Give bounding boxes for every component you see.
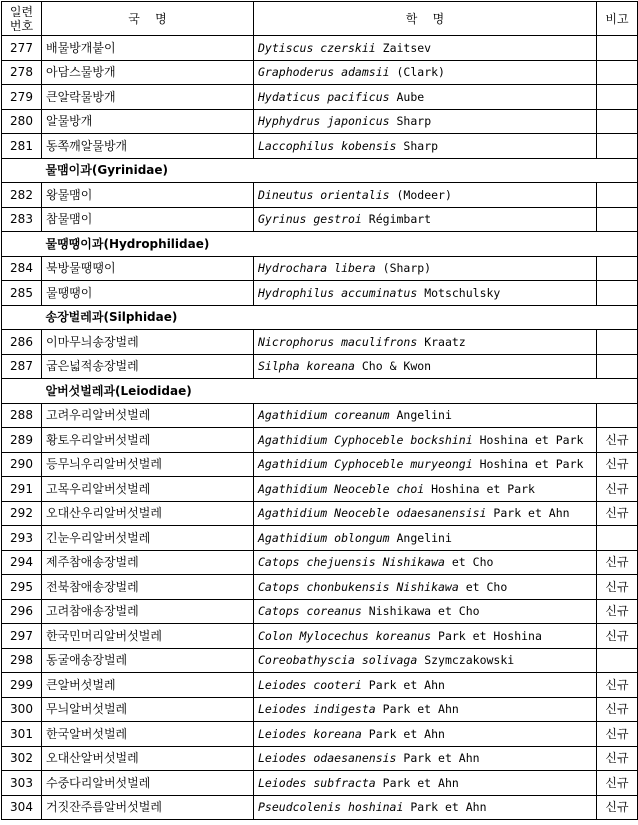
scientific-binomial: Catops coreanus bbox=[258, 604, 362, 619]
scientific-author: Sharp bbox=[403, 138, 439, 153]
table-row bbox=[2, 526, 638, 551]
family-heading-row bbox=[2, 379, 638, 404]
scientific-name bbox=[254, 795, 597, 820]
serial-number: 303 bbox=[2, 771, 42, 796]
family-name: 물맴이과(Gyrinidae) bbox=[42, 158, 597, 183]
table-row bbox=[2, 85, 638, 110]
serial-number: 280 bbox=[2, 109, 42, 134]
scientific-binomial: Dineutus orientalis bbox=[258, 187, 390, 202]
serial-number: 304 bbox=[2, 795, 42, 820]
scientific-author: Park et Ahn bbox=[493, 506, 570, 521]
family-name: 알버섯벌레과(Leiodidae) bbox=[42, 379, 597, 404]
note-badge: 신규 bbox=[597, 452, 638, 477]
family-heading-row bbox=[2, 158, 638, 183]
scientific-name bbox=[254, 183, 597, 208]
family-row-tail bbox=[597, 158, 638, 183]
serial-number: 288 bbox=[2, 403, 42, 428]
korean-name: 물땡땡이 bbox=[42, 281, 254, 306]
scientific-author: Park et Ahn bbox=[382, 702, 459, 717]
header-serial-line2: 번호 bbox=[9, 18, 34, 33]
scientific-name bbox=[254, 599, 597, 624]
scientific-author: Park et Ahn bbox=[410, 800, 487, 815]
family-row-spacer bbox=[2, 232, 42, 257]
table-row bbox=[2, 477, 638, 502]
note-badge bbox=[597, 256, 638, 281]
note-badge: 신규 bbox=[597, 795, 638, 820]
scientific-binomial: Leiodes cooteri bbox=[258, 677, 362, 692]
scientific-name bbox=[254, 746, 597, 771]
scientific-author: Park et Ahn bbox=[368, 726, 445, 741]
scientific-author: Park et Ahn bbox=[403, 751, 480, 766]
korean-name: 긴눈우리알버섯벌레 bbox=[42, 526, 254, 551]
note-badge bbox=[597, 183, 638, 208]
scientific-author: Hoshina et Park bbox=[479, 432, 584, 447]
family-heading-row bbox=[2, 305, 638, 330]
table-row bbox=[2, 403, 638, 428]
note-badge: 신규 bbox=[597, 550, 638, 575]
serial-number: 286 bbox=[2, 330, 42, 355]
scientific-binomial: Dytiscus czerskii bbox=[258, 40, 376, 55]
serial-number: 281 bbox=[2, 134, 42, 159]
scientific-author: (Sharp) bbox=[382, 261, 432, 276]
korean-name: 참물맴이 bbox=[42, 207, 254, 232]
korean-name: 거짓잔주름알버섯벌레 bbox=[42, 795, 254, 820]
table-row bbox=[2, 109, 638, 134]
serial-number: 291 bbox=[2, 477, 42, 502]
table-row bbox=[2, 207, 638, 232]
family-row-spacer bbox=[2, 158, 42, 183]
scientific-name bbox=[254, 109, 597, 134]
serial-number: 283 bbox=[2, 207, 42, 232]
table-header-row bbox=[2, 2, 638, 36]
note-badge: 신규 bbox=[597, 624, 638, 649]
scientific-name bbox=[254, 354, 597, 379]
scientific-binomial: Agathidium Neoceble choi bbox=[258, 481, 425, 496]
scientific-name bbox=[254, 550, 597, 575]
scientific-author: Hoshina et Park bbox=[479, 457, 584, 472]
family-row-tail bbox=[597, 232, 638, 257]
scientific-name bbox=[254, 526, 597, 551]
serial-number: 297 bbox=[2, 624, 42, 649]
scientific-name bbox=[254, 477, 597, 502]
table-row bbox=[2, 722, 638, 747]
note-badge: 신규 bbox=[597, 697, 638, 722]
note-badge bbox=[597, 330, 638, 355]
serial-number: 293 bbox=[2, 526, 42, 551]
scientific-binomial: Graphoderus adamsii bbox=[258, 65, 390, 80]
scientific-author: Angelini bbox=[396, 530, 452, 545]
note-badge bbox=[597, 281, 638, 306]
scientific-author: Park et Ahn bbox=[382, 775, 459, 790]
table-row bbox=[2, 134, 638, 159]
serial-number: 284 bbox=[2, 256, 42, 281]
note-badge bbox=[597, 648, 638, 673]
table-row bbox=[2, 36, 638, 61]
scientific-author: Park et Hoshina bbox=[438, 628, 542, 643]
table-row bbox=[2, 575, 638, 600]
scientific-name bbox=[254, 403, 597, 428]
serial-number: 279 bbox=[2, 85, 42, 110]
note-badge: 신규 bbox=[597, 746, 638, 771]
family-row-spacer bbox=[2, 379, 42, 404]
table-row bbox=[2, 281, 638, 306]
scientific-author: et Cho bbox=[465, 579, 508, 594]
scientific-binomial: Agathidium coreanum bbox=[258, 408, 390, 423]
scientific-author: Kraatz bbox=[424, 334, 466, 349]
korean-name: 이마무늬송장벌레 bbox=[42, 330, 254, 355]
serial-number: 296 bbox=[2, 599, 42, 624]
family-row-spacer bbox=[2, 305, 42, 330]
scientific-binomial: Catops chejuensis Nishikawa bbox=[258, 555, 445, 570]
header-serial-line1: 일련 bbox=[9, 4, 34, 19]
scientific-author: Angelini bbox=[396, 408, 452, 423]
serial-number: 277 bbox=[2, 36, 42, 61]
korean-name: 동굴애송장벌레 bbox=[42, 648, 254, 673]
scientific-name bbox=[254, 85, 597, 110]
scientific-binomial: Catops chonbukensis Nishikawa bbox=[258, 579, 459, 594]
table-row bbox=[2, 648, 638, 673]
scientific-binomial: Leiodes subfracta bbox=[258, 775, 376, 790]
korean-name: 알물방개 bbox=[42, 109, 254, 134]
note-badge bbox=[597, 354, 638, 379]
scientific-binomial: Leiodes indigesta bbox=[258, 702, 376, 717]
note-badge bbox=[597, 60, 638, 85]
korean-name: 왕물맴이 bbox=[42, 183, 254, 208]
korean-name: 큰알락물방개 bbox=[42, 85, 254, 110]
serial-number: 289 bbox=[2, 428, 42, 453]
scientific-binomial: Silpha koreana bbox=[258, 359, 355, 374]
korean-name: 전북참애송장벌레 bbox=[42, 575, 254, 600]
table-row bbox=[2, 60, 638, 85]
table-row bbox=[2, 256, 638, 281]
note-badge: 신규 bbox=[597, 722, 638, 747]
korean-name: 오대산알버섯벌레 bbox=[42, 746, 254, 771]
scientific-name bbox=[254, 722, 597, 747]
scientific-binomial: Coreobathyscia solivaga bbox=[258, 653, 418, 668]
korean-name: 아담스물방개 bbox=[42, 60, 254, 85]
scientific-name bbox=[254, 428, 597, 453]
scientific-author: (Modeer) bbox=[396, 187, 452, 202]
scientific-name bbox=[254, 281, 597, 306]
scientific-binomial: Agathidium Cyphoceble muryeongi bbox=[258, 457, 473, 472]
korean-name: 한국알버섯벌레 bbox=[42, 722, 254, 747]
note-badge bbox=[597, 134, 638, 159]
scientific-name bbox=[254, 648, 597, 673]
scientific-binomial: Hyphydrus japonicus bbox=[258, 114, 390, 129]
note-badge: 신규 bbox=[597, 575, 638, 600]
table-row bbox=[2, 746, 638, 771]
scientific-binomial: Agathidium oblongum bbox=[258, 530, 390, 545]
scientific-binomial: Nicrophorus maculifrons bbox=[258, 334, 418, 349]
scientific-binomial: Hydaticus pacificus bbox=[258, 89, 390, 104]
table-row bbox=[2, 673, 638, 698]
scientific-name bbox=[254, 501, 597, 526]
scientific-author: Cho & Kwon bbox=[361, 359, 432, 374]
scientific-author: Aube bbox=[396, 89, 425, 104]
serial-number: 295 bbox=[2, 575, 42, 600]
table-row bbox=[2, 771, 638, 796]
serial-number: 300 bbox=[2, 697, 42, 722]
note-badge bbox=[597, 526, 638, 551]
korean-name: 굽은넓적송장벌레 bbox=[42, 354, 254, 379]
scientific-name bbox=[254, 624, 597, 649]
table-row bbox=[2, 428, 638, 453]
header-scientific-name: 학 명 bbox=[254, 2, 597, 36]
scientific-name bbox=[254, 60, 597, 85]
serial-number: 294 bbox=[2, 550, 42, 575]
korean-name: 제주참애송장벌레 bbox=[42, 550, 254, 575]
header-note: 비고 bbox=[597, 2, 638, 36]
note-badge bbox=[597, 109, 638, 134]
serial-number: 285 bbox=[2, 281, 42, 306]
serial-number: 301 bbox=[2, 722, 42, 747]
scientific-author: Park et Ahn bbox=[368, 677, 445, 692]
scientific-name bbox=[254, 207, 597, 232]
scientific-name bbox=[254, 330, 597, 355]
table-row bbox=[2, 330, 638, 355]
note-badge: 신규 bbox=[597, 599, 638, 624]
scientific-name bbox=[254, 575, 597, 600]
scientific-author: Nishikawa et Cho bbox=[368, 604, 480, 619]
scientific-binomial: Agathidium Cyphoceble bockshini bbox=[258, 432, 473, 447]
scientific-author: Sharp bbox=[396, 114, 432, 129]
family-heading-row bbox=[2, 232, 638, 257]
scientific-binomial: Laccophilus kobensis bbox=[258, 138, 397, 153]
family-name: 물땡땡이과(Hydrophilidae) bbox=[42, 232, 597, 257]
korean-name: 수중다리알버섯벌레 bbox=[42, 771, 254, 796]
scientific-binomial: Agathidium Neoceble odaesanensisi bbox=[258, 506, 487, 521]
scientific-name bbox=[254, 771, 597, 796]
scientific-binomial: Leiodes odaesanensis bbox=[258, 751, 397, 766]
scientific-author: (Clark) bbox=[396, 65, 445, 80]
scientific-name bbox=[254, 256, 597, 281]
family-row-tail bbox=[597, 305, 638, 330]
serial-number: 287 bbox=[2, 354, 42, 379]
table-row bbox=[2, 183, 638, 208]
korean-name: 북방물땡땡이 bbox=[42, 256, 254, 281]
scientific-author: et Cho bbox=[451, 555, 494, 570]
scientific-binomial: Leiodes koreana bbox=[258, 726, 362, 741]
scientific-author: Hoshina et Park bbox=[431, 481, 535, 496]
scientific-author: Zaitsev bbox=[382, 40, 432, 55]
serial-number: 302 bbox=[2, 746, 42, 771]
scientific-name bbox=[254, 36, 597, 61]
table-row bbox=[2, 501, 638, 526]
family-name: 송장벌레과(Silphidae) bbox=[42, 305, 597, 330]
serial-number: 292 bbox=[2, 501, 42, 526]
table-row bbox=[2, 550, 638, 575]
note-badge bbox=[597, 85, 638, 110]
species-table bbox=[1, 1, 638, 820]
scientific-name bbox=[254, 134, 597, 159]
serial-number: 298 bbox=[2, 648, 42, 673]
scientific-author: Régimbart bbox=[368, 212, 432, 227]
scientific-author: Motschulsky bbox=[424, 285, 501, 300]
korean-name: 큰알버섯벌레 bbox=[42, 673, 254, 698]
family-row-tail bbox=[597, 379, 638, 404]
korean-name: 동쪽깨알물방개 bbox=[42, 134, 254, 159]
scientific-binomial: Hydrochara libera bbox=[258, 261, 376, 276]
table-row bbox=[2, 795, 638, 820]
table-body bbox=[2, 36, 638, 820]
scientific-binomial: Gyrinus gestroi bbox=[258, 212, 362, 227]
table-row bbox=[2, 599, 638, 624]
table-row bbox=[2, 452, 638, 477]
korean-name: 고려우리알버섯벌레 bbox=[42, 403, 254, 428]
serial-number: 290 bbox=[2, 452, 42, 477]
scientific-name bbox=[254, 452, 597, 477]
korean-name: 배물방개붙이 bbox=[42, 36, 254, 61]
header-serial-number bbox=[2, 2, 42, 36]
scientific-binomial: Colon Mylocechus koreanus bbox=[258, 628, 432, 643]
scientific-binomial: Pseudcolenis hoshinai bbox=[258, 800, 404, 815]
table-row bbox=[2, 697, 638, 722]
note-badge: 신규 bbox=[597, 673, 638, 698]
note-badge bbox=[597, 36, 638, 61]
korean-name: 등무늬우리알버섯벌레 bbox=[42, 452, 254, 477]
scientific-binomial: Hydrophilus accuminatus bbox=[258, 285, 418, 300]
header-korean-name: 국 명 bbox=[42, 2, 254, 36]
scientific-name bbox=[254, 673, 597, 698]
korean-name: 오대산우리알버섯벌레 bbox=[42, 501, 254, 526]
korean-name: 황토우리알버섯벌레 bbox=[42, 428, 254, 453]
korean-name: 한국민머리알버섯벌레 bbox=[42, 624, 254, 649]
serial-number: 278 bbox=[2, 60, 42, 85]
note-badge bbox=[597, 403, 638, 428]
note-badge bbox=[597, 207, 638, 232]
table-row bbox=[2, 624, 638, 649]
note-badge: 신규 bbox=[597, 477, 638, 502]
note-badge: 신규 bbox=[597, 771, 638, 796]
serial-number: 299 bbox=[2, 673, 42, 698]
table-row bbox=[2, 354, 638, 379]
korean-name: 고목우리알버섯벌레 bbox=[42, 477, 254, 502]
korean-name: 무늬알버섯벌레 bbox=[42, 697, 254, 722]
note-badge: 신규 bbox=[597, 501, 638, 526]
scientific-name bbox=[254, 697, 597, 722]
serial-number: 282 bbox=[2, 183, 42, 208]
scientific-author: Szymczakowski bbox=[424, 653, 515, 668]
korean-name: 고려참애송장벌레 bbox=[42, 599, 254, 624]
note-badge: 신규 bbox=[597, 428, 638, 453]
